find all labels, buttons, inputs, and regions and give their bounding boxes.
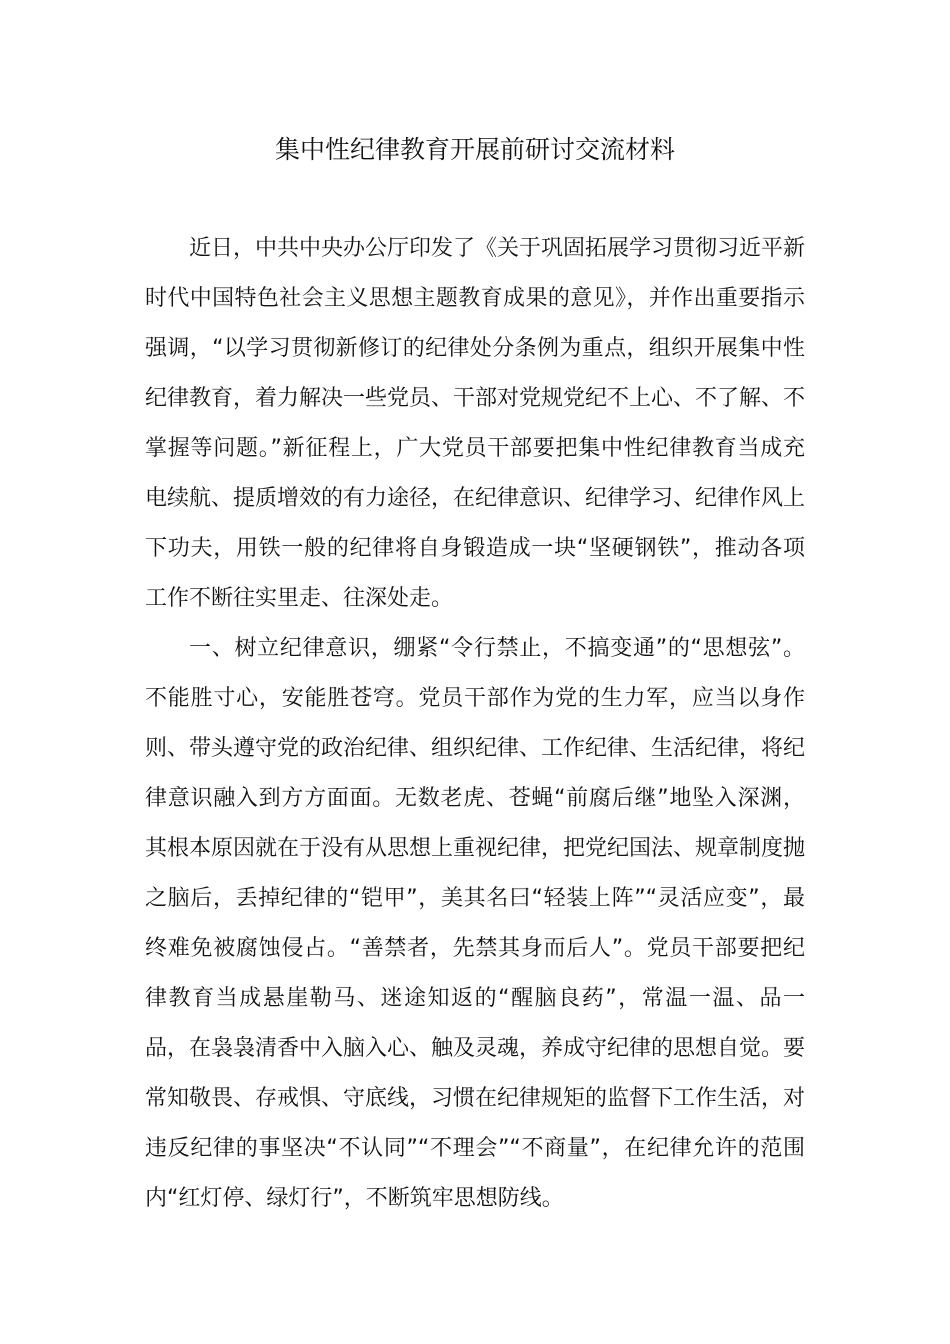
- paragraph-intro: 近日，中共中央办公厅印发了《关于巩固拓展学习贯彻习近平新时代中国特色社会主义思想主题教育成果的意见》，并作出重要指示强调，“以学习贯彻新修订的纪律处分条例为重点，组织开展集中性纪律教育，着力解决一些党员、干部对党规党纪不上心、不了解、不掌握等问题。”新征程上，广大党员干部要把集中性纪律教育当成充电续航、提质增效的有力途径，在纪律意识、纪律学习、纪律作风上下功夫，用铁一般的纪律将自身锻造成一块“坚硬钢铁”，推动各项工作不断往实里走、往深处走。: [145, 236, 806, 611]
- document-body: [145, 224, 805, 1224]
- document-title: 集中性纪律教育开展前研讨交流材料: [274, 135, 675, 164]
- paragraph-section-one: 一、树立纪律意识，绷紧“令行禁止，不搞变通”的“思想弦”。不能胜寸心，安能胜苍穹。党员干部作为党的生力军，应当以身作则、带头遵守党的政治纪律、组织纪律、工作纪律、生活纪律，将纪律意识融入到方方面面。无数老虎、苍蝇“前腐后继”地坠入深渊，其根本原因就在于没有从思想上重视纪律，把党纪国法、规章制度抛之脑后，丢掉纪律的“铠甲”，美其名曰“轻装上阵”“灵活应变”，最终难免被腐蚀侵占。“善禁者，先禁其身而后人”。党员干部要把纪律教育当成悬崖勒马、迷途知返的“醒脑良药”，常温一温、品一品，在袅袅清香中入脑入心、触及灵魂，养成守纪律的思想自觉。要常知敬畏、存戒惧、守底线，习惯在纪律规矩的监督下工作生活，对违反纪律的事坚决“不认同”“不理会”“不商量”，在纪律允许的范围内“红灯停、绿灯行”，不断筑牢思想防线。: [145, 636, 806, 1211]
